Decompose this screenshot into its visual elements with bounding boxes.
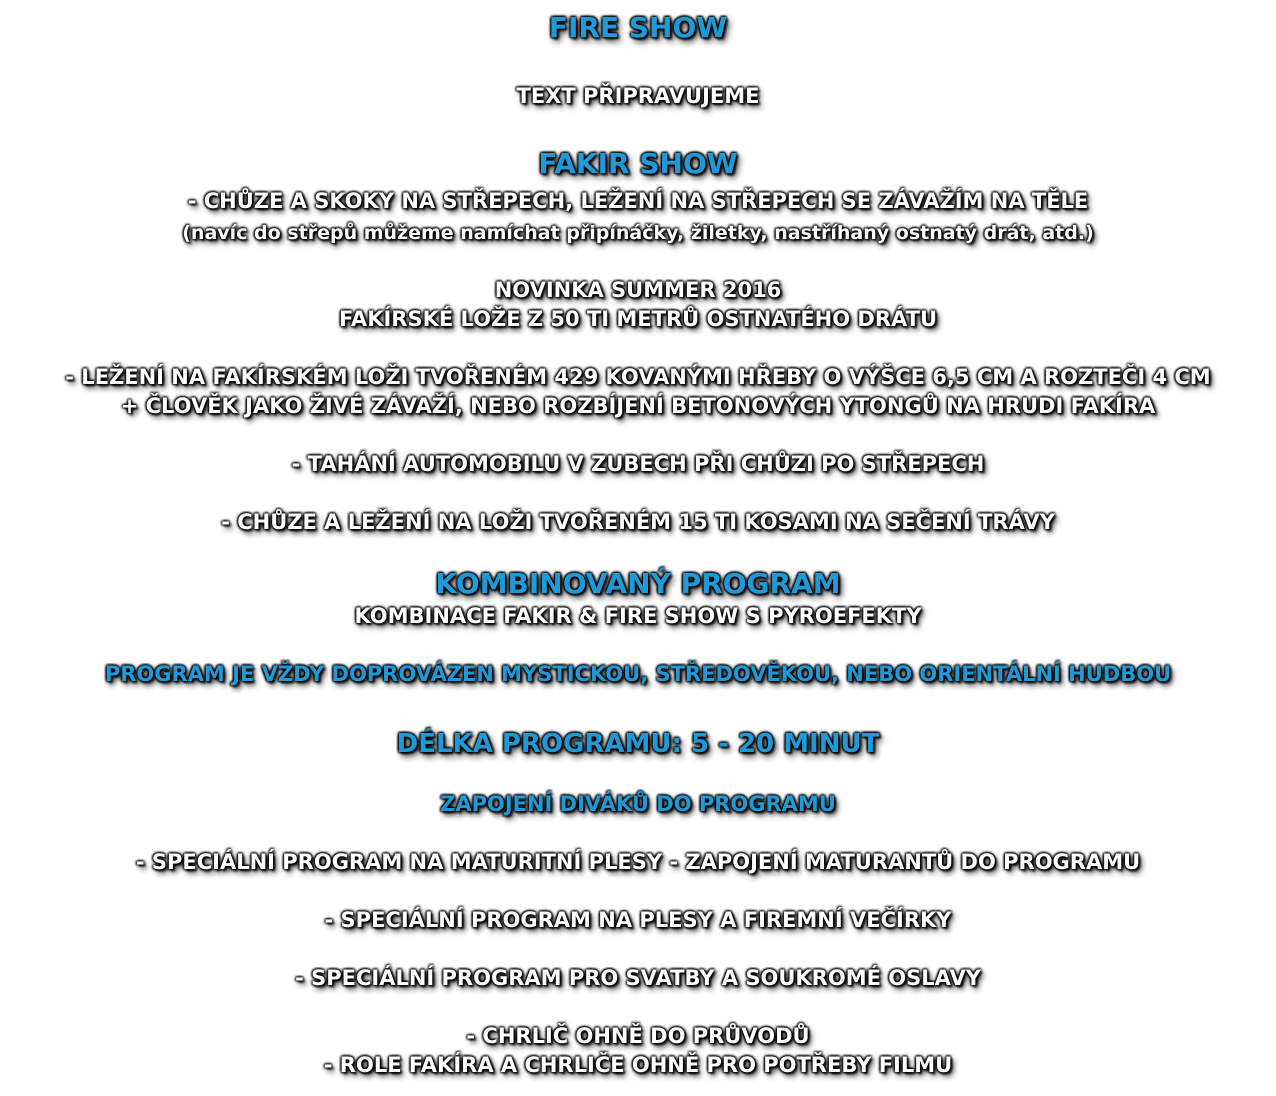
music-note: PROGRAM JE VŽDY DOPROVÁZEN MYSTICKOU, STŘEDOVĚKOU, NEBO ORIENTÁLNÍ HUDBOU <box>104 662 1172 686</box>
fakir-show-line2: (navíc do střepů můžeme namíchat připínáčky, žiletky, nastříhaný ostnatý drát, atd.) <box>182 222 1094 244</box>
special-item: - SPECIÁLNÍ PROGRAM NA MATURITNÍ PLESY - ZAPOJENÍ MATURANTŮ DO PROGRAMU <box>135 850 1141 874</box>
fire-show-text: TEXT PŘIPRAVUJEME <box>516 84 760 108</box>
fakir-item2: - TAHÁNÍ AUTOMOBILU V ZUBECH PŘI CHŮZI PO STŘEPECH <box>291 452 985 476</box>
novinka-text: FAKÍRSKÉ LOŽE Z 50 TI METRŮ OSTNATÉHO DRÁTU <box>339 307 937 331</box>
fakir-show-line1: - CHŮZE A SKOKY NA STŘEPECH, LEŽENÍ NA STŘEPECH SE ZÁVAŽÍM NA TĚLE <box>187 189 1089 213</box>
novinka-title: NOVINKA SUMMER 2016 <box>494 278 782 302</box>
fakir-item1-line2: + ČLOVĚK JAKO ŽIVÉ ZÁVAŽÍ, NEBO ROZBÍJENÍ BETONOVÝCH YTONGŮ NA HRUDI FAKÍRA <box>120 394 1156 418</box>
audience: ZAPOJENÍ DIVÁKŮ DO PROGRAMU <box>440 792 836 816</box>
special-item: - SPECIÁLNÍ PROGRAM NA PLESY A FIREMNÍ VEČÍRKY <box>324 908 952 932</box>
special-item: - SPECIÁLNÍ PROGRAM PRO SVATBY A SOUKROMÉ OSLAVY <box>295 966 981 990</box>
combined-text: KOMBINACE FAKIR & FIRE SHOW S PYROEFEKTY <box>354 604 922 628</box>
duration: DÉLKA PROGRAMU: 5 - 20 MINUT <box>396 729 880 759</box>
fire-show-heading: FIRE SHOW <box>548 11 728 44</box>
special-item: - ROLE FAKÍRA A CHRLIČE OHNĚ PRO POTŘEBY FILMU <box>323 1053 953 1077</box>
fakir-show-heading: FAKIR SHOW <box>538 147 738 180</box>
fakir-item3: - CHŮZE A LEŽENÍ NA LOŽI TVOŘENÉM 15 TI KOSAMI NA SEČENÍ TRÁVY <box>221 510 1055 534</box>
special-item: - CHRLIČ OHNĚ DO PRŮVODŮ <box>466 1024 810 1048</box>
fakir-item1-line1: - LEŽENÍ NA FAKÍRSKÉM LOŽI TVOŘENÉM 429 KOVANÝMI HŘEBY O VÝŠCE 6,5 CM A ROZTEČI 4 CM <box>65 365 1211 389</box>
combined-heading: KOMBINOVANÝ PROGRAM <box>435 567 841 600</box>
